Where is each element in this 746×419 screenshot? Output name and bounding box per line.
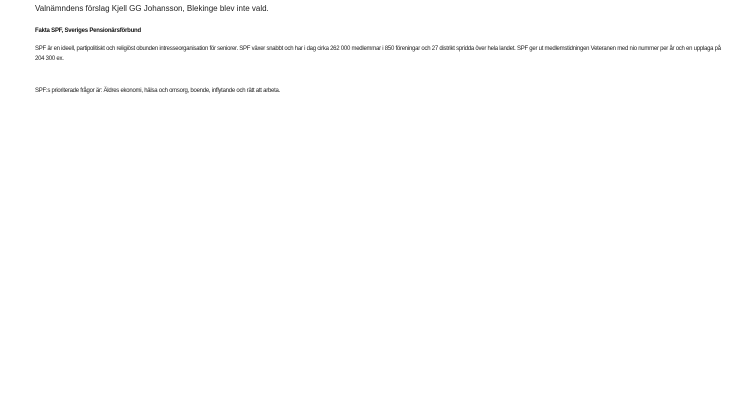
priorities-paragraph: SPF:s prioriterade frågor är: Äldres ekonomi, hälsa och omsorg, boende, inflytande och rätt att arbeta. [35,88,281,94]
intro-text: Valnämndens förslag Kjell GG Johansson, Blekinge blev inte vald. [35,4,269,13]
about-paragraph: SPF är en ideell, partipolitiskt och religiöst obunden intresseorganisation för seniorer. SPF växer snabbt och har i dag cirka 262 000 medlemmar i 850 föreningar och 27 distrikt spridda över hela landet. SPF ger ut medlemstidningen Veteranen med nio nummer per år och en upplaga på 204 300 ex. [35,46,721,62]
facts-heading: Fakta SPF, Sveriges Pensionärsförbund [35,28,141,34]
